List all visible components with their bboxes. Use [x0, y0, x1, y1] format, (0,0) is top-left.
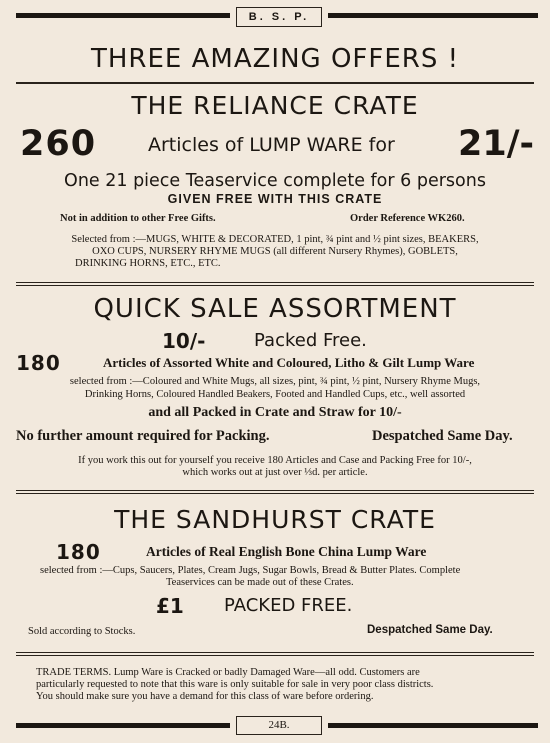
trade-terms-2: particularly requested to note that this ware is only suitable for sale in very poor class districts.: [36, 679, 434, 690]
quick-sale-despatched: Despatched Same Day.: [372, 428, 513, 444]
quick-sale-selected-1: selected from :—Coloured and White Mugs, all sizes, pint, ¾ pint, ½ pint, Nursery Rhyme Mugs,: [69, 376, 481, 387]
quick-sale-packed-free: Packed Free.: [254, 330, 367, 351]
quick-sale-no-further: No further amount required for Packing.: [16, 428, 270, 444]
divider: [16, 285, 534, 286]
divider: [16, 652, 534, 653]
reliance-order-ref: Order Reference WK260.: [350, 213, 465, 224]
reliance-teaservice: One 21 piece Teaservice complete for 6 persons: [64, 171, 486, 191]
reliance-articles: Articles of LUMP WARE for: [148, 134, 395, 156]
divider: [16, 282, 534, 283]
header-bar-left: [16, 13, 230, 18]
divider: [16, 655, 534, 656]
reliance-title: THE RELIANCE CRATE: [131, 91, 419, 120]
quick-sale-title: QUICK SALE ASSORTMENT: [93, 294, 457, 324]
trade-terms-3: You should make sure you have a demand for this class of ware before ordering.: [36, 691, 374, 702]
sandhurst-sold-according: Sold according to Stocks.: [28, 626, 136, 637]
quick-sale-price: 10/-: [162, 329, 206, 353]
sandhurst-articles: Articles of Real English Bone China Lump Ware: [146, 544, 427, 559]
reliance-selected-3: DRINKING HORNS, ETC., ETC.: [75, 258, 221, 269]
divider: [16, 490, 534, 491]
reliance-selected-1: Selected from :—MUGS, WHITE & DECORATED, 1 pint, ¾ pint and ½ pint sizes, BEAKERS,: [71, 234, 479, 245]
reliance-given-free: GIVEN FREE WITH THIS CRATE: [167, 192, 383, 206]
quick-sale-articles: Articles of Assorted White and Coloured, Litho & Gilt Lump Ware: [103, 355, 475, 370]
sandhurst-despatched: Despatched Same Day.: [367, 624, 493, 636]
sandhurst-selected-2: Teaservices can be made out of these Crates.: [166, 577, 354, 588]
divider: [16, 493, 534, 494]
headline: THREE AMAZING OFFERS !: [90, 44, 460, 74]
sandhurst-packed-free: PACKED FREE.: [224, 595, 353, 616]
quick-sale-work-out-2: which works out at just over ⅓d. per article.: [182, 467, 368, 478]
quick-sale-work-out-1: If you work this out for yourself you receive 180 Articles and Case and Packing Free for 10/-,: [78, 455, 472, 466]
header-tag: B. S. P.: [236, 7, 322, 27]
footer-bar-right: [328, 723, 538, 728]
reliance-not-in-addition: Not in addition to other Free Gifts.: [60, 213, 216, 224]
reliance-selected-2: OXO CUPS, NURSERY RHYME MUGS (all different Nursery Rhymes), GOBLETS,: [92, 246, 458, 257]
header-bar-right: [328, 13, 538, 18]
footer-bar-left: [16, 723, 230, 728]
sandhurst-count: 180: [56, 540, 101, 564]
sandhurst-title: THE SANDHURST CRATE: [114, 505, 436, 534]
reliance-price: 21/-: [458, 124, 535, 164]
divider: [16, 82, 534, 84]
reliance-count: 260: [20, 124, 97, 164]
quick-sale-count: 180: [16, 351, 61, 375]
page-number: 24B.: [236, 716, 322, 735]
quick-sale-packed-crate: and all Packed in Crate and Straw for 10/-: [148, 405, 402, 420]
sandhurst-price: £1: [156, 594, 184, 618]
trade-terms-1: TRADE TERMS. Lump Ware is Cracked or badly Damaged Ware—all odd. Customers are: [36, 667, 420, 678]
sandhurst-selected-1: selected from :—Cups, Saucers, Plates, Cream Jugs, Sugar Bowls, Bread & Butter Plates. Complete: [40, 565, 461, 576]
quick-sale-selected-2: Drinking Horns, Coloured Handled Beakers, Footed and Handled Cups, etc., well assorted: [84, 389, 466, 400]
